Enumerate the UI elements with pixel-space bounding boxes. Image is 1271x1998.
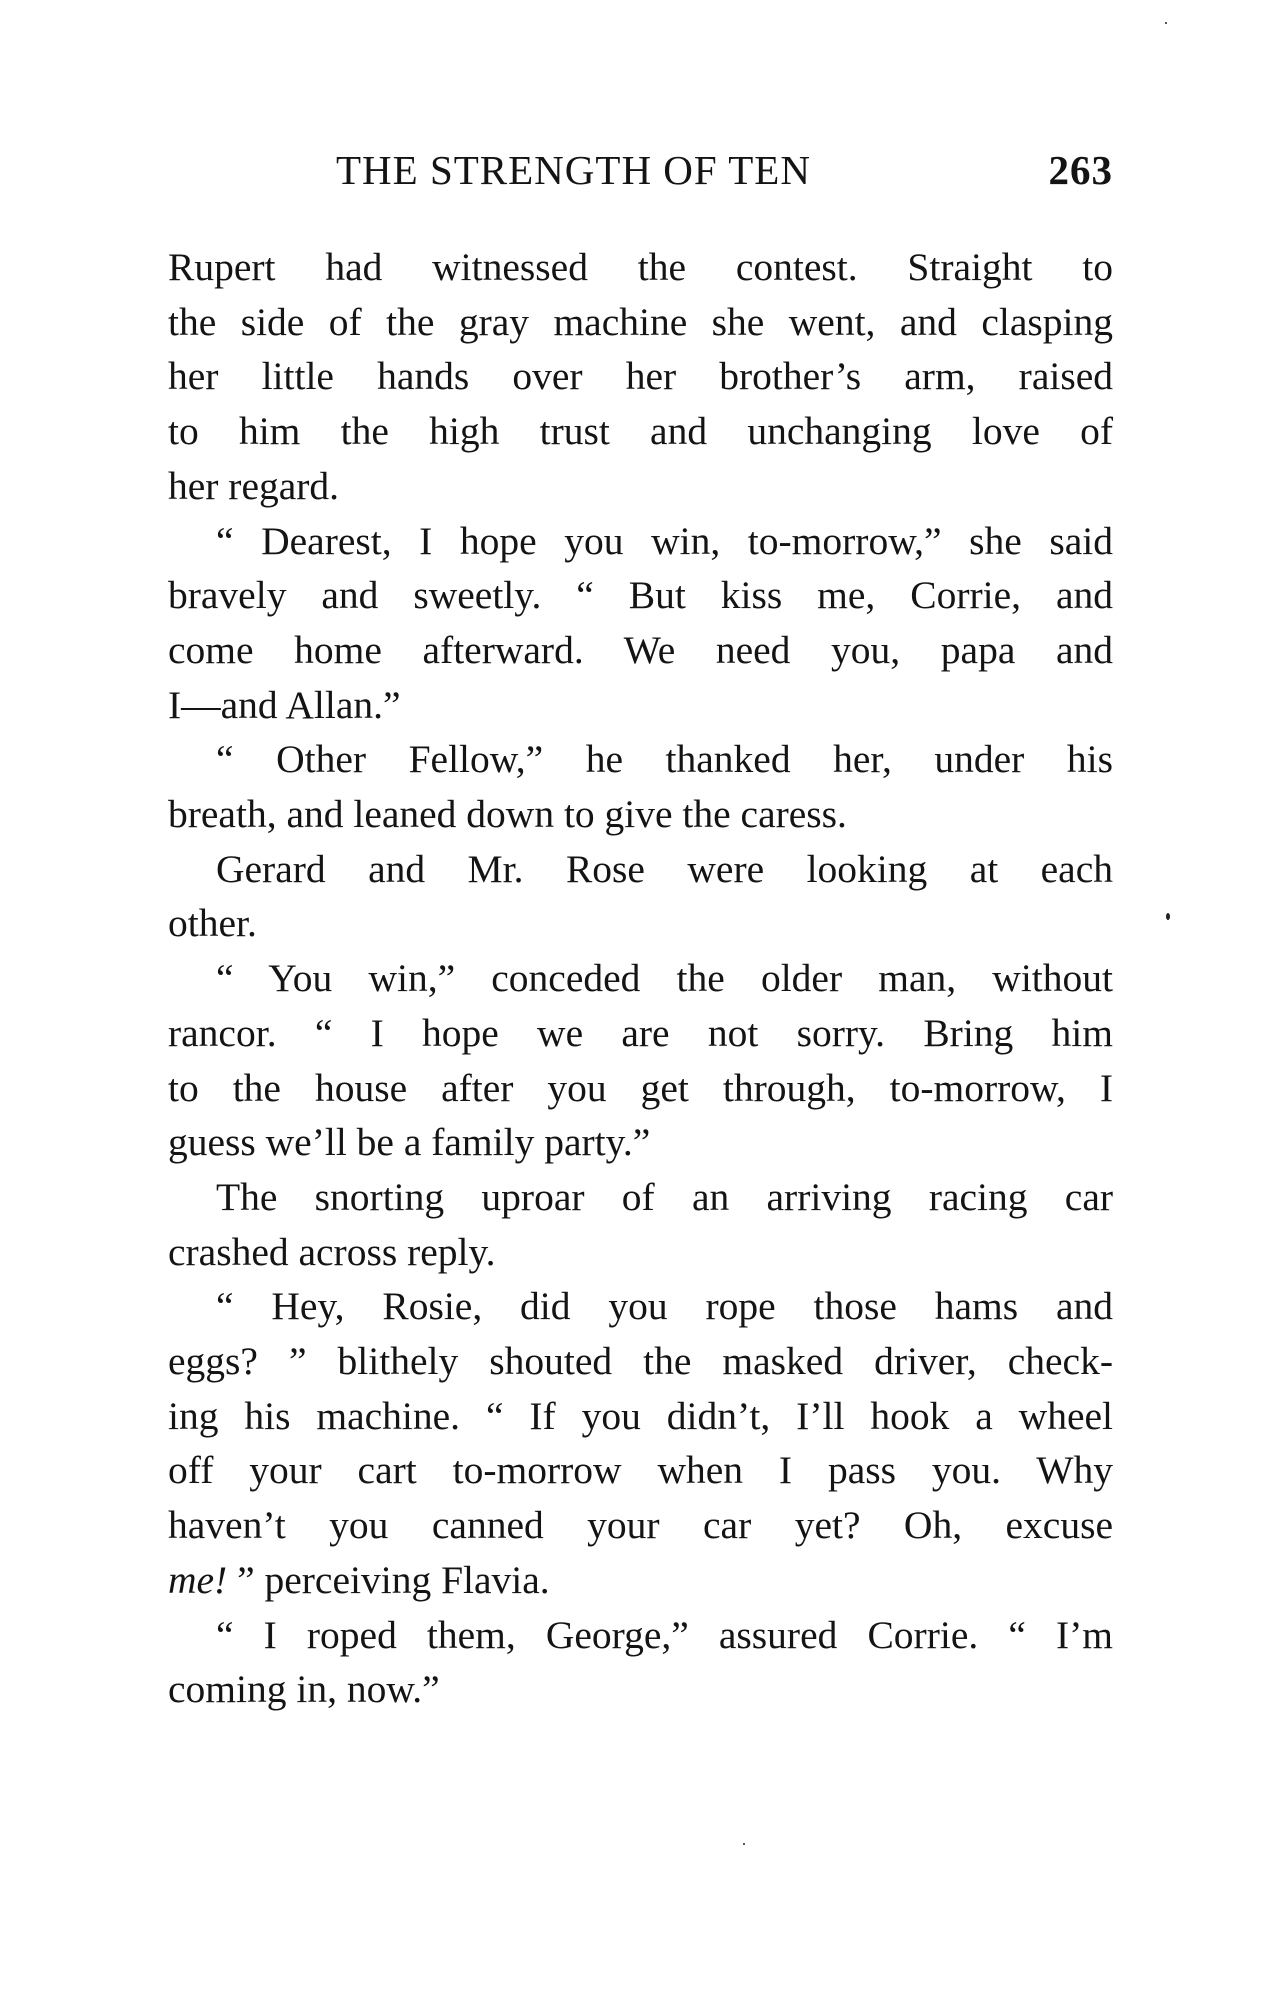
paragraph	[168, 951, 1113, 1170]
text-line: rancor. “ I hope we are not sorry. Bring him	[168, 1010, 1113, 1055]
paragraph	[168, 842, 1113, 951]
text-line: breath, and leaned down to give the caress.	[168, 792, 847, 837]
text-line: ing his machine. “ If you didn’t, I’ll hook a wheel	[168, 1393, 1113, 1438]
text-line: “ I roped them, George,” assured Corrie. “ I’m	[216, 1612, 1113, 1657]
paragraph	[168, 1279, 1113, 1607]
paragraph	[168, 514, 1113, 733]
text-line: other.	[168, 901, 257, 946]
text-line: come home afterward. We need you, papa and	[168, 627, 1113, 672]
text-line: Rupert had witnessed the contest. Straight to	[168, 245, 1113, 289]
text-line: bravely and sweetly. “ But kiss me, Corrie, and	[168, 573, 1113, 618]
text-line: crashed across reply.	[168, 1229, 496, 1274]
text-line: to the house after you get through, to-morrow, I	[168, 1065, 1113, 1110]
text-line: The snorting uproar of an arriving racing car	[216, 1174, 1113, 1219]
text-line: “ You win,” conceded the older man, without	[216, 956, 1113, 1001]
text-line: I—and Allan.”	[168, 682, 401, 727]
text-line: “ Dearest, I hope you win, to-morrow,” she said	[216, 518, 1113, 563]
text-line: her little hands over her brother’s arm, raised	[168, 354, 1113, 399]
text-line: guess we’ll be a family party.”	[168, 1120, 651, 1165]
text-line: the side of the gray machine she went, and clasping	[168, 299, 1113, 344]
paragraph	[168, 1170, 1113, 1279]
text-line: “ Other Fellow,” he thanked her, under his	[216, 737, 1113, 782]
text-line: her regard.	[168, 463, 340, 508]
text-line	[168, 1553, 1113, 1608]
text-line: haven’t you canned your car yet? Oh, excuse	[168, 1503, 1113, 1548]
paragraph	[168, 1608, 1113, 1717]
body-text	[168, 240, 1113, 1717]
paragraph	[168, 732, 1113, 841]
print-speck	[1166, 913, 1170, 920]
text-line: off your cart to-morrow when I pass you. Why	[168, 1448, 1113, 1493]
print-speck	[743, 1843, 745, 1845]
text-line: Gerard and Mr. Rose were looking at each	[216, 846, 1113, 891]
emphasis-text: me!	[168, 1557, 228, 1602]
running-title: THE STRENGTH OF TEN	[336, 147, 811, 193]
text-fragment: ” perceiving Flavia.	[227, 1557, 550, 1602]
text-line: eggs? ” blithely shouted the masked driver, check-	[168, 1339, 1113, 1384]
text-line: to him the high trust and unchanging love of	[168, 409, 1113, 454]
page-number: 263	[1048, 147, 1113, 193]
paragraph	[168, 240, 1113, 514]
print-speck	[1165, 22, 1167, 24]
text-line: “ Hey, Rosie, did you rope those hams and	[216, 1284, 1113, 1329]
text-line: coming in, now.”	[168, 1667, 440, 1712]
